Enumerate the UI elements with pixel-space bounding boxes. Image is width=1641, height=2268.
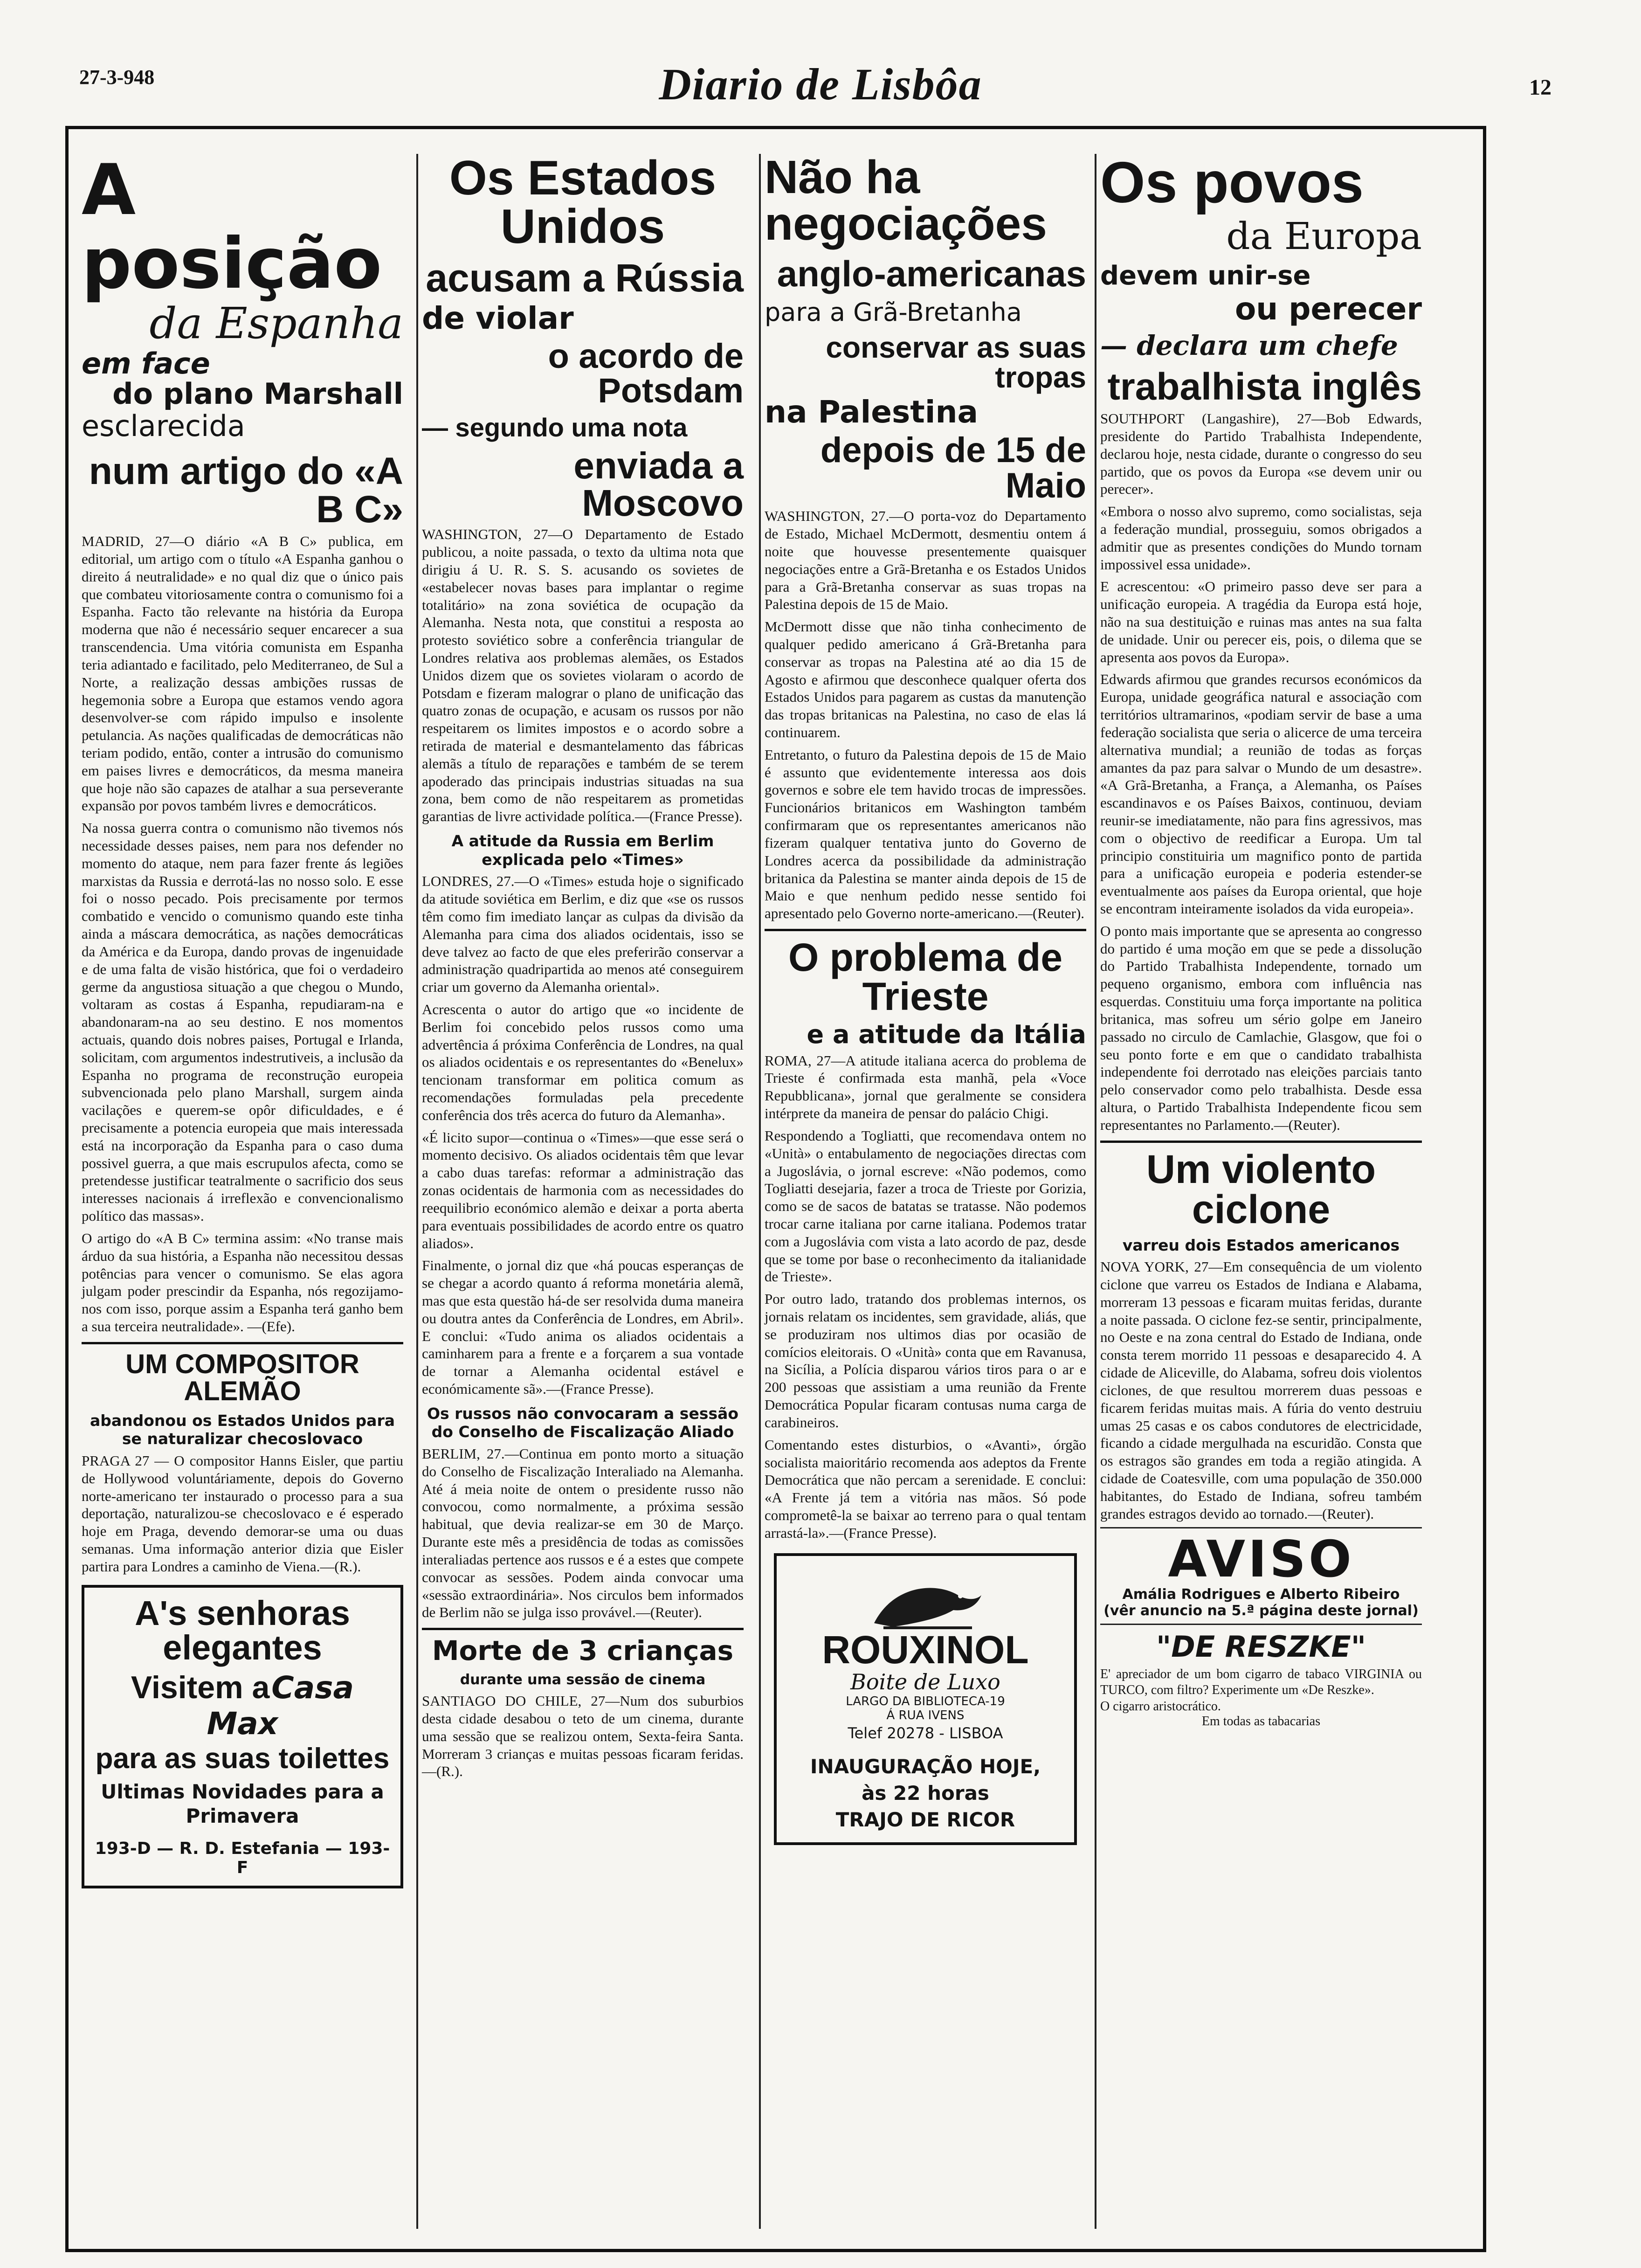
ad-line: O cigarro aristocrático. (1100, 1699, 1221, 1714)
ad-line: para as suas toilettes (95, 1742, 390, 1775)
section-rule (1100, 1141, 1422, 1143)
article-paragraph: SOUTHPORT (Langashire), 27—Bob Edwards, presidente do Partido Trabalhista Independente, declarou hoje, nesta cidade, durante o congresso do seu partido, que os povos da Europa «se devem unir ou perecer». (1100, 410, 1422, 498)
notice-line: (vêr anuncio na 5.ª página deste jornal) (1103, 1602, 1419, 1619)
article-palestine (765, 151, 1086, 922)
article-composer (82, 1348, 403, 1576)
article-children (422, 1637, 744, 1780)
headline-main: A posição (82, 150, 382, 304)
ad-headline: A's senhoras elegantes (135, 1593, 350, 1667)
bird-icon (865, 1567, 986, 1632)
article-paragraph: E acrescentou: «O primeiro passo deve ser para a unificação europeia. A tragédia da Europa está hoje, não na sua destituição e ruinas mas antes na sua falta de unidade. Unir ou perecer eis, pois, o dilema que se apresenta aos povos da Europa». (1100, 578, 1422, 665)
ad-brand: "DE RESZKE" (1156, 1629, 1366, 1664)
section-rule (1100, 1527, 1422, 1528)
ad-address: 193-D — R. D. Estefania — 193-F (95, 1839, 390, 1877)
subheadline: A atitude da Russia em Berlim explicada pelo «Times» (451, 832, 714, 869)
masthead (0, 0, 1641, 126)
headline-main: Não ha negociações (765, 151, 1047, 250)
article-spain (82, 150, 403, 1335)
ad-line: Em todas as tabacarias (1201, 1714, 1321, 1729)
notice-title: AVISO (1168, 1530, 1354, 1589)
article-paragraph: Acrescenta o autor do artigo que «o incidente de Berlim foi concebido pelos russos como uma advertência á próxima Conferência de Londres, na qual os aliados ocidentais e os representantes do «Benelux» tencionam transformar em politica comum as recomendações formuladas pela precedente conferência dos três acerca do futuro da Alemanha». (422, 1001, 744, 1123)
headline-line: em face (82, 346, 210, 380)
article-paragraph: ROMA, 27—A atitude italiana acerca do problema de Trieste é confirmada esta manhã, pela «Voce Repubblicana», jornal que geralmente se considera intérprete da maneira de pensar do palácio Chigi. (765, 1052, 1086, 1122)
column-2 (422, 151, 744, 1785)
ad-line: Telef 20278 - LISBOA (848, 1724, 1003, 1742)
headline-line: devem unir-se (1100, 261, 1311, 291)
column-1 (82, 150, 403, 1888)
article-paragraph: PRAGA 27 — O compositor Hanns Eisler, que partiu de Hollywood voluntáriamente, depois do Governo norte-americano ter instaurado o processo para a sua deportação, naturalizou-se checoslovaco e é esperado hoje em Praga, devendo demorar-se uma ou duas semanas. Uma informação anterior dizia que Eisler partira para Londres a caminho de Viena.—(R.). (82, 1452, 403, 1575)
article-paragraph: Entretanto, o futuro da Palestina depois de 15 de Maio é assunto que evidentemente interessa aos dois governos e sobre ele tem havido trocas de impressões. Funcionários britanicos em Washington também confirmaram que os representantes americanos não fizeram qualquer tentativa junto do Governo de Londres acerca da possibilidade da administração britanica da Palestina se manter ainda depois de 15 de Maio e que nenhum pedido nesse sentido foi apresentado pelo Governo norte-americano.—(Reuter). (765, 746, 1086, 922)
article-paragraph: O artigo do «A B C» termina assim: «No transe mais árduo da sua história, a Espanha não necessitou dessas potências para vencer o comunismo. Se elas agora julgam poder prescindir da Espanha, nós regozijamo-nos com isso, porque assim a Espanha terá ganho bem a sua terceira neutralidade». —(Efe). (82, 1230, 403, 1335)
article-paragraph: SANTIAGO DO CHILE, 27—Num dos suburbios desta cidade desabou o teto de um cinema, durante uma sessão que se realizou ontem, Sexta-feira Santa. Morreram 3 crianças e muitas pessoas ficaram feridas.—(R.). (422, 1693, 744, 1780)
headline-line: de violar (422, 300, 574, 336)
notice-aviso (1100, 1530, 1422, 1619)
headline-line: para a Grã-Bretanha (765, 297, 1022, 327)
article-paragraph: Por outro lado, tratando dos problemas internos, os jornais relatam os incidentes, sem gravidade, aliás, que se produziram nos ultimos dias por ocasião de comícios eleitorais. O «Unità» conta que em Ravanusa, na Sicília, a Polícia disparou vários tiros para o ar e 200 pessoas que assistiam a uma reunião da Frente Democrática Popular ficaram contusas numa carga de carabineiros. (765, 1291, 1086, 1431)
column-divider (1095, 154, 1096, 2229)
article-us-russia (422, 151, 744, 1621)
headline-line: e a atitude da Itália (807, 1019, 1086, 1049)
ad-line: INAUGURAÇÃO HOJE, (810, 1755, 1041, 1778)
ad-line (91, 1670, 394, 1742)
ad-brand: ROUXINOL (822, 1627, 1029, 1672)
headline-line: anglo-americanas (777, 253, 1086, 294)
article-paragraph: MADRID, 27—O diário «A B C» publica, em editorial, um artigo com o título «A Espanha ganhou o direito á neutralidade» e no qual diz que o único pais que combateu vitoriosamente contra o comunismo foi a Espanha. Facto tão relevante na história da Europa moderna que não é necessário sequer encarecer a sua transcendencia. Uma vitória comunista em Espanha teria adiantado e facilitado, pelo Mediterraneo, de Sul a Norte, a realização dessas ambições russas de hegemonia sobre a Europa que estamos vendo agora desenvolver-se com rápido impulso e insolente petulancia. As nações qualificadas de democráticas não teriam podido, então, conter a intrusão do comunismo em paises livres e democráticos, da mesma maneira que hoje não são capazes de atalhar a sua perseverante expansão por povos também livres e democráticos. (82, 533, 403, 814)
section-rule (765, 929, 1086, 931)
ad-brand: Casa Max (207, 1669, 354, 1742)
headline-line: depois de 15 de Maio (820, 430, 1086, 506)
column-divider (759, 154, 761, 2229)
advertisement-de-reszke (1100, 1630, 1422, 1729)
section-rule (1100, 1624, 1422, 1625)
advertisement-casa-max (82, 1585, 403, 1888)
headline-line: da Espanha (149, 298, 403, 348)
headline-line: conservar as suas tropas (826, 331, 1086, 394)
ad-line: Á RUA IVENS (886, 1708, 965, 1722)
headline-line: num artigo do «A B C» (89, 450, 403, 531)
headline-main: Os povos (1100, 151, 1364, 215)
headline: Um violento ciclone (1146, 1147, 1376, 1232)
article-paragraph: McDermott disse que não tinha conhecimento de qualquer pedido americano á Grã-Bretanha para conservar as tropas na Palestina até ao dia 15 de Agosto e afirmou que desconhece qualquer oferta dos Estados Unidos para pagarem as custas da manutenção das tropas britanicas na Palestina, no caso de elas lá continuarem. (765, 618, 1086, 741)
notice-line: Amália Rodrigues e Alberto Ribeiro (1122, 1586, 1400, 1603)
article-cyclone (1100, 1149, 1422, 1523)
article-paragraph: «É licito supor—continua o «Times»—que esse será o momento decisivo. Os aliados ocidentais têm que levar a cabo duas tarefas: reformar a administração das zonas ocidentais de harmonia com as necessidades do reequilibrio económico alemão e deixar a porta aberta para eventuais possibilidades de acordo entre os quatro aliados». (422, 1129, 744, 1252)
article-paragraph: LONDRES, 27.—O «Times» estuda hoje o significado da atitude soviética em Berlim, e diz que «se os russos têm como fim imediato lançar as culpas da divisão da Alemanha para cima dos aliados ocidentais, isso se deve talvez ao facto de que eles preferirão conservar a administração quadripartida ao menos até conseguirem criar um governo da Alemanha oriental». (422, 873, 744, 996)
headline-line: ou perecer (1234, 290, 1422, 327)
article-paragraph: O ponto mais importante que se apresenta ao congresso do partido é uma moção em que se pede a dissolução do Partido Trabalhista Independente, tornado um pequeno organismo, embora com influência nas esquerdas. Constituiu uma força importante na politica britanica, mas sofreu um sério golpe em Janeiro passado no circulo de Camlachie, Glasgow, que foi o seu ponto forte e em que o candidato trabalhista independente foi derrotado nas eleições parciais tanto pelo conservador como pelo trabalhista. Desde essa altura, o Partido Trabalhista Independente ficou sem representantes no Parlamento.—(Reuter). (1100, 922, 1422, 1133)
column-4 (1100, 151, 1422, 1729)
article-paragraph: Edwards afirmou que grandes recursos económicos da Europa, unidade geográfica natural e associação com territórios ultramarinos, «podiam servir de base a uma federação socialista que seria o alicerce de uma terceira alternativa mundial; a reunião de todas as forças amantes da paz para salvar o Mundo de um desastre». «A Grã-Bretanha, a França, a Alemanha, os Países escandinavos e os Países Baixos, continuou, deviam reunir-se imediatamente, não para fins agressivos, mas com o objectivo de reedificar a Europa. Um tal principio constituiria um magnifico ponto de partida para a unificação europeia e poderia estender-se eventualmente aos países da Europa oriental, que hoje se encontram inteiramente isolados da vida europeia». (1100, 671, 1422, 917)
headline-line: trabalhista inglês (1107, 366, 1422, 408)
article-paragraph: WASHINGTON, 27—O Departamento de Estado publicou, a noite passada, o texto da ultima nota que dirigiu á U. R. S. S. acusando os sovietes de «estabelecer novas bases para implantar o regime totalitário» na zona soviética de ocupação da Alemanha. Nesta nota, que constitui a resposta ao protesto soviético sobre a conferência triangular de Londres relativa aos problemas alemães, os Estados Unidos dizem que os sovietes violaram o acordo de Potsdam e fizeram malograr o plano de unificação das quatro zonas de ocupação, e acusam os russos por não respeitarem os limites impostos e o acordo sobre a retirada de material e desmantelamento das fábricas alemãs a título de reparações e também de se terem apoderado das principais industrias situadas na sua zona, bem como de não respeitarem as prometidas garantias de livre actividade política.—(France Presse). (422, 526, 744, 825)
article-paragraph: Comentando estes disturbios, o «Avanti», órgão socialista maioritário recomenda aos adeptos da Frente Democrática que não percam a serenidade. E conclui: «A Frente já tem a vitória nas mãos. Só pode comprometê-la se baixar ao terreno para o qual tentam arrastá-la».—(France Presse). (765, 1436, 1086, 1541)
subheadline: varreu dois Estados americanos (1122, 1236, 1400, 1254)
ad-line: LARGO DA BIBLIOTECA-19 (846, 1694, 1005, 1708)
column-3 (765, 151, 1086, 1845)
column-divider (416, 154, 418, 2229)
headline-line: o acordo de Potsdam (548, 337, 744, 410)
headline-line: — segundo uma nota (422, 413, 688, 443)
article-paragraph: NOVA YORK, 27—Em consequência de um violento ciclone que varreu os Estados de Indiana e Alabama, morreram 13 pessoas e ficaram muitas feridas, durante a noite passada. O ciclone fez-se sentir, principalmente, no Oeste e na zona central do Estado de Indiana, onde consta terem morrido 11 pessoas e desaparecido 4. A cidade de Aliceville, do Alabama, sofreu dois violentos ciclones, de que resultou morrerem duas pessoas e ficarem feridas muitas mais. A fúria do vento destruiu umas 25 casas e os cabos condutores de electricidade, ficando a cidade mergulhada na escuridão. Consta que os estragos são grandes em toda a região atingida. A cidade de Coatesville, com uma população de 350.000 habitantes, do Estado de Indiana, sofreu também grandes estragos devido ao tornado.—(Reuter). (1100, 1258, 1422, 1522)
article-europe (1100, 151, 1422, 1134)
headline-line: do plano Marshall (112, 377, 403, 411)
ad-logo (786, 1567, 1065, 1635)
section-rule (422, 1628, 744, 1630)
article-paragraph: WASHINGTON, 27.—O porta-voz do Departamento de Estado, Michael McDermott, desmentiu ontem á noite que houvesse presentemente quaisquer negociações entre a Grã-Bretanha e os Estados Unidos para a Grã-Bretanha conservar as suas tropas na Palestina depois de 15 de Maio. (765, 508, 1086, 613)
headline: UM COMPOSITOR ALEMÃO (125, 1348, 359, 1406)
page-number: 12 (1529, 75, 1551, 100)
headline-line: na Palestina (765, 394, 979, 430)
article-paragraph: Na nossa guerra contra o comunismo não tivemos nós necessidade desses paises, nem para nos defender no momento do ataque, nem para fazer frente ás legiões marxistas da Russia e derrotá-las no nosso solo. E esse foi o nosso pecado. Pois precisamente por termos combatido e vencido o comunismo quando este tinha ainda a máscara democrática, as nações democráticas da América e da Europa, dando provas de ingenuidade e de uma falta de visão histórica, que foi o verdadeiro germe da angustiosa situação a que chegou o Mundo, voltaram as costas á Espanha, repudiaram-na e abandonaram-na ao seu destino. E nos momentos actuais, quando dois nobres paises, Portugal e Irlanda, solicitam, com argumentos indestrutiveis, a inclusão da Espanha no programa de reconstrução europeia subvencionada pelo plano Marshall, surgem ainda vacilações e querem-se opôr dificuldades, e é precisamente a potencia europeia que mais interessada está na incorporação da Espanha para o caso duma possivel guerra, a que mais escrupulos afecta, como se pretendesse justificar teatralmente o sacrificio dos seus interesses nacionais á irreflexão e convencionalismo político das massas». (82, 820, 403, 1224)
issue-date: 27-3-948 (79, 66, 155, 89)
headline-line: da Europa (1226, 214, 1422, 258)
subheadline: durante uma sessão de cinema (460, 1672, 706, 1688)
headline-line: esclarecida (82, 409, 245, 443)
headline: Morte de 3 crianças (432, 1635, 734, 1667)
headline-line: acusam a Rússia (426, 256, 744, 300)
newspaper-title: Diario de Lisbôa (659, 59, 982, 109)
article-paragraph: BERLIM, 27.—Continua em ponto morto a situação do Conselho de Fiscalização Interaliado na Alemanha. Até á meia noite de ontem o presidente russo não convocou, como normalmente, a próxima sessão habitual, que devia realizar-se em 30 de Março. Durante este mês a presidência de todas as comissões interaliadas pertence aos russos e é a estes que compete convocar as sessões. Podem ainda convocar uma «sessão extraordinária». Nos circulos bem informados de Berlim não se julga isso provável.—(Reuter). (422, 1445, 744, 1621)
ad-line: às 22 horas (862, 1781, 989, 1805)
advertisement-rouxinol (774, 1553, 1077, 1845)
ad-line: E' apreciador de um bom cigarro de tabaco VIRGINIA ou TURCO, com filtro? Experimente um «De Reszke». (1100, 1666, 1422, 1697)
headline-main: Os Estados Unidos (449, 151, 717, 254)
headline-line: enviada a Moscovo (573, 445, 744, 524)
section-rule (82, 1342, 403, 1344)
article-paragraph: «Embora o nosso alvo supremo, como socialistas, seja a federação mundial, prosseguiu, somos obrigados a admitir que as presentes condições do Mundo tornam impossivel essa unidade». (1100, 503, 1422, 573)
ad-line: Boite de Luxo (850, 1669, 1000, 1694)
ad-line: Ultimas Novidades para a Primavera (101, 1780, 384, 1828)
subheadline: abandonou os Estados Unidos para se naturalizar checoslovaco (90, 1411, 395, 1448)
article-trieste (765, 935, 1086, 1542)
article-paragraph: Finalmente, o jornal diz que «há poucas esperanças de se chegar a acordo quanto á reforma monetária alemã, mas que esta questão há-de ser resolvida duma maneira ou doutra antes da Conferência de Londres, em Abril». E conclui: «Tudo anima os aliados ocidentais a caminharem para a frente e a forçarem a sua vontade de tornar a Alemanha ocidental estável e económicamente sã».—(France Presse). (422, 1257, 744, 1397)
headline: O problema de Trieste (788, 935, 1063, 1018)
ad-text: Visitem a (131, 1669, 270, 1705)
article-paragraph: Respondendo a Togliatti, que recomendava ontem no «Unità» o entabulamento de negociações directas com a Jugoslávia, o jornal escreve: «Não podemos, como Togliatti desejaria, fazer a troca de Trieste por Gorizia, como se de sacos de batatas se tratasse. Não podemos trocar carne italiana por carne italiana. Podemos tratar com a Jugoslávia com vista a lato acordo de paz, desde que se tome por base o reconhecimento da italianidade de Trieste». (765, 1127, 1086, 1285)
headline-line: — declara um chefe (1100, 330, 1398, 362)
ad-line: TRAJO DE RICOR (835, 1808, 1015, 1831)
subheadline: Os russos não convocaram a sessão do Conselho de Fiscalização Aliado (427, 1404, 739, 1441)
